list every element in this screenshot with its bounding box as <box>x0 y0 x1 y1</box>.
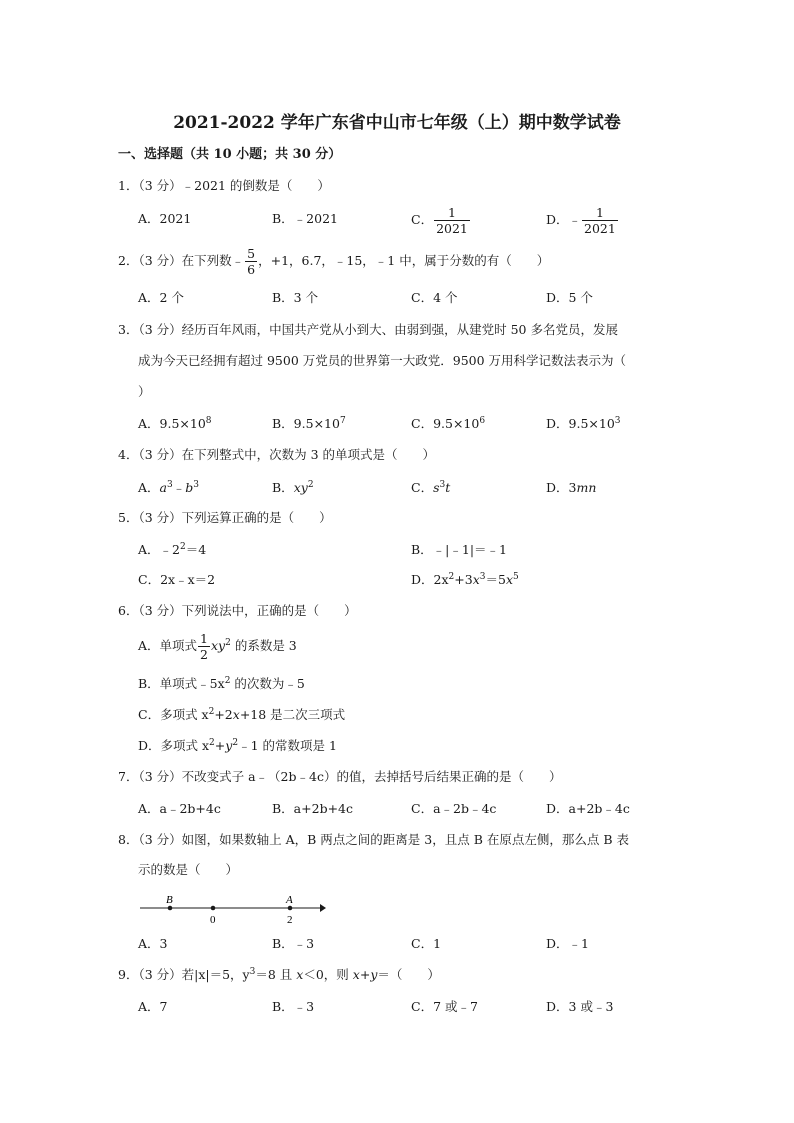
point-a <box>288 906 293 911</box>
question-text: （3 分）下列说法中，正确的是（ ） <box>138 603 357 618</box>
question-number: 1． <box>118 178 139 193</box>
q1-option-b: B．﹣2021 <box>272 211 338 226</box>
question-2 <box>118 247 549 276</box>
question-text: ，+1，6.7，﹣15，﹣1 中，属于分数的有（ ） <box>258 253 550 269</box>
option-label: D． <box>546 480 569 495</box>
numerator: 1 <box>582 206 618 221</box>
question-number: 2． <box>118 253 139 269</box>
q8-option-b: B．﹣3 <box>272 936 315 951</box>
label-zero: 0 <box>210 914 216 926</box>
q7-option-a: A．a﹣2b+4c <box>138 801 221 816</box>
q4-option-a: A．$a^3﹣b^3$ <box>138 479 199 495</box>
option-label: A．﹣2 <box>138 542 180 557</box>
q2-option-a: A．2 个 <box>138 290 184 305</box>
option-label: D．9.5×10 <box>546 416 615 431</box>
q4-option-c: C．$s^3t$ <box>411 479 451 495</box>
question-3-line-2: 成为今天已经拥有超过 9500 万党员的世界第一大政党．9500 万用科学记数法表示为（ <box>138 353 627 368</box>
denominator: 2021 <box>584 221 616 237</box>
question-6 <box>118 605 357 618</box>
q7-option-d: D．a+2b﹣4c <box>546 801 630 816</box>
q1-option-a: A．2021 <box>138 211 192 226</box>
option-label: C． <box>411 212 434 228</box>
question-3-line-3: ） <box>138 384 151 399</box>
question-text: （3 分）如图，如果数轴上 A，B 两点之间的距离是 3，且点 B 在原点左侧，那么点 B 表 <box>138 832 629 847</box>
q6-option-b: B．单项式$﹣5x^2$ 的次数为﹣5 <box>138 675 305 691</box>
denominator: 6 <box>247 262 256 278</box>
option-label: A．单项式 <box>138 638 198 654</box>
option-label: C． <box>411 480 434 495</box>
q3-option-d <box>546 415 621 431</box>
q2-option-b: B．3 个 <box>272 290 319 305</box>
q7-option-b: B．a+2b+4c <box>272 801 353 816</box>
point-origin <box>211 906 216 911</box>
option-label: A． <box>138 480 160 495</box>
exponent: 7 <box>339 415 346 426</box>
option-label: D．2x <box>411 572 449 587</box>
fraction <box>245 247 257 276</box>
q6-option-d: D．多项式 $x^2+y^2﹣1$ 的常数项是 1 <box>138 737 337 753</box>
number-line-figure <box>136 888 328 928</box>
q8-option-a: A．3 <box>138 936 168 951</box>
option-label: B．9.5×10 <box>272 416 340 431</box>
q5-option-d: D．$2x^2+3x^3=5x^5$ <box>411 571 519 587</box>
numerator: 5 <box>247 246 256 261</box>
q6-option-c: C．多项式 $x^2+2x+18$ 是二次三项式 <box>138 706 346 722</box>
q3-option-c <box>411 415 486 431</box>
q9-option-a: A．7 <box>138 999 168 1014</box>
label-two: 2 <box>287 914 293 926</box>
page-title: 2021-2022 学年广东省中山市七年级（上）期中数学试卷 <box>173 113 621 133</box>
question-number: 9． <box>118 967 139 982</box>
q5-option-b: B．﹣|﹣1|＝﹣1 <box>411 542 508 557</box>
q2-option-d: D．5 个 <box>546 290 593 305</box>
question-number: 8． <box>118 832 139 847</box>
question-text: （3 分）﹣2021 的倒数是（ ） <box>138 178 330 193</box>
q5-option-c: C．2x﹣x＝2 <box>138 572 216 587</box>
numerator: 1 <box>434 206 470 221</box>
q1-option-d <box>546 206 619 235</box>
label-b: B <box>166 894 173 906</box>
option-label: B． <box>272 480 294 495</box>
fraction <box>434 206 470 235</box>
q1-option-c <box>411 206 471 235</box>
q5-option-a: A．$﹣2^2=4$ <box>138 541 207 557</box>
option-label: C．多项式 x <box>138 707 209 722</box>
q8-option-c: C．1 <box>411 936 442 951</box>
option-label: A．9.5×10 <box>138 416 206 431</box>
question-number: 6． <box>118 603 139 618</box>
exponent: 8 <box>205 415 212 426</box>
q4-option-d: D．3mn <box>546 480 597 495</box>
question-1 <box>118 180 330 193</box>
question-8 <box>118 834 629 847</box>
question-number: 3． <box>118 322 139 337</box>
q3-option-b <box>272 415 346 431</box>
q3-option-a <box>138 415 212 431</box>
option-label: C．9.5×10 <box>411 416 480 431</box>
question-9: 9．（3 分）若|x|＝5，$y^3=8$ 且 x＜0，则 x+y＝（ ） <box>118 966 440 982</box>
question-8-line-2: 示的数是（ ） <box>138 862 239 877</box>
q9-option-d: D．3 或﹣3 <box>546 999 614 1014</box>
question-text: （3 分）不改变式子 a﹣（2b﹣4c）的值，去掉括号后结果正确的是（ ） <box>138 769 562 784</box>
q8-option-d: D．﹣1 <box>546 936 589 951</box>
question-text: （3 分）下列运算正确的是（ ） <box>138 510 332 525</box>
question-number: 4． <box>118 447 139 462</box>
question-3 <box>118 324 618 337</box>
q6-option-a: A．单项式 $\frac{1}{2}$ $xy^2$ 的系数是 3 <box>138 631 297 663</box>
question-text: （3 分）在下列整式中，次数为 3 的单项式是（ ） <box>138 447 436 462</box>
question-text: （3 分）经历百年风雨，中国共产党从小到大、由弱到强，从建党时 50 多名党员，发展 <box>138 322 618 337</box>
exponent: 6 <box>479 415 486 426</box>
exponent: 3 <box>614 415 621 426</box>
fraction <box>582 206 618 235</box>
q7-option-c: C．a﹣2b﹣4c <box>411 801 497 816</box>
question-5 <box>118 512 332 525</box>
arrow-head-icon <box>320 904 326 912</box>
q2-option-c: C．4 个 <box>411 290 458 305</box>
q9-option-c: C．7 或﹣7 <box>411 999 478 1014</box>
question-number: 7． <box>118 769 139 784</box>
option-label: B．单项式﹣5x <box>138 676 225 691</box>
section-heading: 一、选择题（共 10 小题；共 30 分） <box>118 147 342 162</box>
q4-option-b: B．$xy^2$ <box>272 479 314 495</box>
label-a: A <box>286 894 293 906</box>
question-text: （3 分）若|x|＝5，y <box>138 967 250 982</box>
question-number: 5． <box>118 510 139 525</box>
denominator: 2021 <box>436 221 468 237</box>
option-label: D．﹣ <box>546 212 582 228</box>
question-7 <box>118 771 561 784</box>
option-label: D．多项式 x <box>138 738 210 753</box>
q9-option-b: B．﹣3 <box>272 999 315 1014</box>
question-4 <box>118 449 435 462</box>
question-text: （3 分）在下列数﹣ <box>138 253 245 269</box>
point-b <box>168 906 173 911</box>
